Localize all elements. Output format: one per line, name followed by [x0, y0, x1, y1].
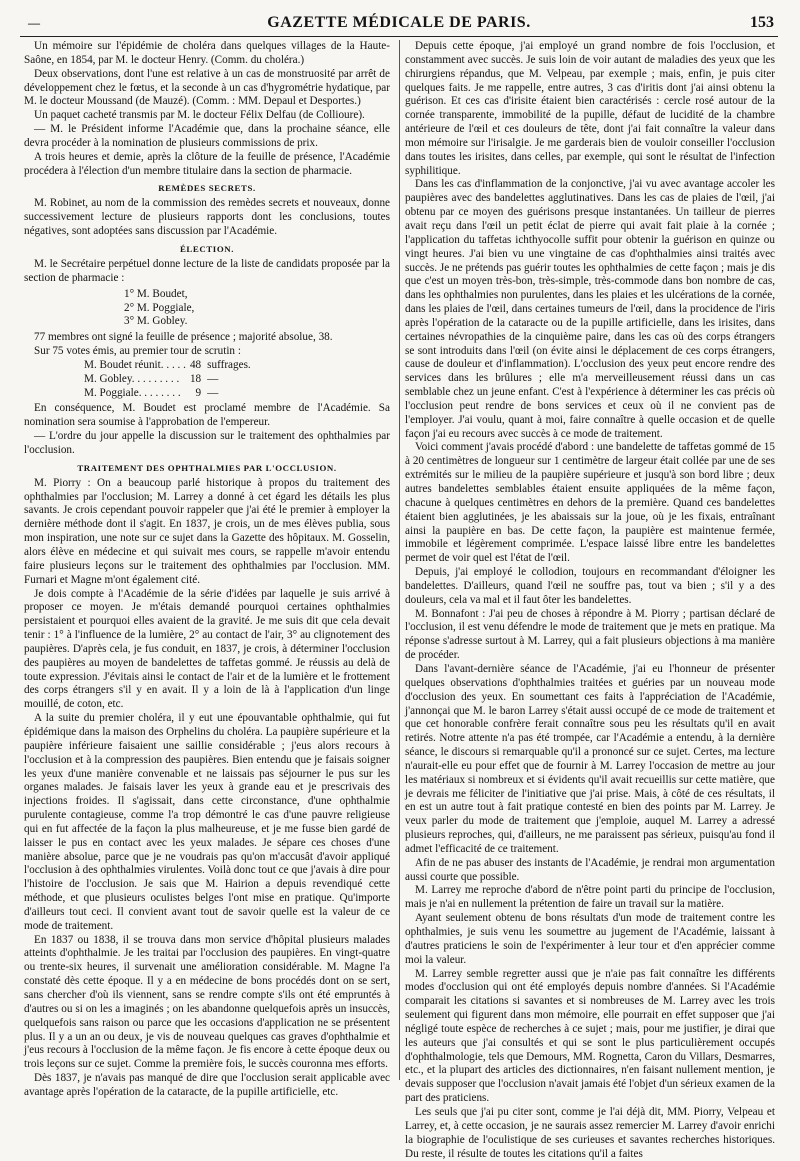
paragraph: M. Larrey me reproche d'abord de n'être point parti du principe de l'occlusion, mais je n'ai en nullement la prétention de faire un travail sur la matière. [405, 884, 775, 911]
paragraph: Dès 1837, je n'avais pas manqué de dire que l'occlusion serait applicable avec avantage après l'opération de la cataracte, de la pupille artificielle, etc. [24, 1072, 390, 1098]
paragraph: Depuis cette époque, j'ai employé un grand nombre de fois l'occlusion, et constamment avec succès. Je suis loin de voir autant de maladies des yeux que les chirurgiens répandus, que M. Velpeau, par exemple ; mais, enfin, je puis citer quelques faits. Je me rappelle, entre autres, 3 cas d'iritis dont j'ai ainsi obtenu la guérison. Et ces cas d'irisite étaient bien caractérisés : cercle rosé autour de la cornée transparente, immobilité de la pupille, défaut de lucidité de la chambre antérieure de l'œil et ces douleurs de tête, dont j'ai fait connaître la valeur dans mon mémoire sur l'irisalgie. Je me garderais bien de vouloir conseiller l'occlusion dans toutes les irisites, dans celles, par exemple, qui sont le résultat de l'infection syphilitique. [405, 40, 775, 177]
paragraph: Ayant seulement obtenu de bons résultats d'un mode de traitement contre les ophthalmies, je suis venu les soumettre au jugement de l'Académie, laissant à d'autres praticiens le soin de l'expérimenter à leur tour et d'en apprécier comme moi la valeur. [405, 912, 775, 966]
right-column [405, 40, 776, 1160]
paragraph: M. Larrey semble regretter aussi que je n'aie pas fait connaître les différents modes d'occlusion qui ont été employés depuis nombre d'années. Si l'Académie comparait les citations si savantes et si nombreuses de M. Larrey avec les trois seulement qui figurent dans mon mémoire, elle pourrait en effet supposer que j'ai négligé toute espèce de recherches à ce sujet ; mais, pour me justifier, je dirai que les auteurs que j'ai consultés et qui se sont le plus particulièrement occupés d'ophthalmologie, tels que Demours, MM. Rognetta, Caron du Villars, Desmarres, etc., et la plupart des articles des dictionnaires, n'en faisant nullement mention, je devais supposer que l'occlusion n'avait jamais été l'objet d'un sérieux examen de la part des praticiens. [405, 967, 775, 1105]
paragraph: — L'ordre du jour appelle la discussion sur le traitement des ophthalmies par l'occlusion. [24, 430, 390, 456]
paragraph: Je dois compte à l'Académie de la série d'idées par laquelle je suis arrivé à proposer ce moyen. Je m'étais demandé pourquoi certaines ophthalmies persistaient et pourquoi elles avaient de la gravité. Je me suis dit que cela devait tenir : 1° à l'influence de la lumière, 2° au contact de l'air, 3° au clignotement des paupières. D'après cela, je fus conduit, en 1837, je crois, à déterminer l'occlusion des paupières au moyen de bandelettes de taffetas gommé. Je réussis au delà de toute expression. J'évitais ainsi le contact de l'air et de la lumière et le frottement des corps étrangers s'il y en avait. Il y a loin de là à l'application d'un linge mouillé, de coton, etc. [24, 587, 390, 711]
vote-count: 48 [189, 358, 202, 371]
paragraph: Dans les cas d'inflammation de la conjonctive, j'ai vu avec avantage accoler les paupières avec des bandelettes agglutinatives. Dans les cas de plaies de l'œil, j'ai obtenu par ce moyen des guérisons presque instantanées. Un tailleur de pierres avait reçu dans l'œil un petit éclat de pierre qui avait fait plaie à la cornée ; l'application du taffetas ichthyocolle suffit pour obtenir la guérison en quinze ou vingt heures. J'ai bien vu une vingtaine de cas d'ophthalmies ainsi traités avec succès. Je ne prétends pas guérir toutes les ophthalmies de cette façon ; mais je dis que c'est un moyen très-bon, très-simple, très-commode dans bon nombre de cas, dans les ophthalmies non purulentes, dans les plaies et les ulcérations de la cornée, dans les plaies de l'œil, dans certaines tumeurs de l'œil, dans la procidence de l'iris après l'opération de la cataracte ou de la pupille artificielle, dans les irisites, dans certaines névropathies de la cinquième paire, dans les cas où des corps étrangers se sont introduits dans l'œil (on évite ainsi le déplacement de ces corps étrangers, cause de douleur et d'inflammation). L'occlusion des yeux peut encore rendre des services dans les brûlures ; elle m'a merveilleusement réussi dans un cas semblable chez un jeune enfant. C'est à l'expérience à déterminer les cas précis où l'occlusion peut rendre de bons services et ceux où il ne convient pas de l'employer. J'ai voulu, quant à moi, faire connaître à quelle occasion et de quelle façon j'ai eu recours avec succès à ce mode de traitement. [405, 178, 776, 440]
paragraph: M. Robinet, au nom de la commission des remèdes secrets et nouveaux, donne successivement lecture de plusieurs rapports dont les conclusions, toutes négatives, sont adoptées sans discussion par l'Académie. [24, 197, 390, 238]
vote-candidate: M. Boudet réunit. . . . . [84, 358, 186, 371]
paragraph: M. Bonnafont : J'ai peu de choses à répondre à M. Piorry ; partisan déclaré de l'occlusion, il est venu défendre le mode de traitement que je mets en pratique. Ma réponse s'adresse surtout à M. Larrey, qui a fait plusieurs objections à ma manière de procéder. [405, 607, 775, 662]
vote-candidate: M. Poggiale. . . . . . . . [84, 386, 181, 399]
vote-unit: suffrages. [207, 358, 251, 371]
vote-count: 9 [195, 386, 202, 399]
list-item: 3° M. Gobley. [124, 315, 188, 328]
paragraph: Sur 75 votes émis, au premier tour de scrutin : [34, 345, 241, 358]
paragraph: Voici comment j'avais procédé d'abord : une bandelette de taffetas gommé de 15 à 20 centimètres de longueur sur 1 centimètre de largeur était collée par une de ses extrémités sur le milieu de la paupière supérieure et jusqu'à son bord libre ; deux autres bandelettes semblables étaient ensuite appliquées de la même façon, chacune à quelques centimètres en dehors de la première. Quand ces bandelettes étaient bien agglutinées, je les abaissais sur la joue, où je les fixais, entraînant ainsi la paupière en bas. De cette façon, la paupière est maintenue fermée, immobile et légèrement comprimée. L'espace laissé libre entre les bandelettes permet de voir quel est l'état de l'œil. [405, 441, 775, 565]
paragraph: A trois heures et demie, après la clôture de la feuille de présence, l'Académie procédera à l'élection d'un membre titulaire dans la section de pharmacie. [24, 150, 390, 177]
header-left-mark: — [28, 16, 40, 30]
paragraph: M. le Secrétaire perpétuel donne lecture de la liste de candidats proposée par la section de pharmacie : [24, 257, 390, 284]
journal-title: GAZETTE MÉDICALE DE PARIS. [267, 14, 531, 31]
paragraph: Dans l'avant-dernière séance de l'Académie, j'ai eu l'honneur de présenter quelques observations d'ophthalmies traitées et guéries par un nouveau mode d'occlusion des yeux. En soumettant ces faits à l'appréciation de l'Académie, j'annonçai que M. le baron Larrey s'était aussi occupé de ce mode de traitement et que cet honorable confrère ferait connaître sous peu les résultats qu'il en avait retirés. Notre attente n'a pas été trompée, car l'Académie a entendu, à la dernière séance, le discours si remarquable qu'il a prononcé sur ce sujet. Certes, ma lecture n'aurait-elle eu pour effet que de fournir à M. Larrey l'occasion de mettre au jour les matériaux si nombreux et si évidents qu'il avait recueillis sur cette matière, que je devrais me féliciter de l'initiative que j'ai prise. Mais, à côté de ces résultats, il en est un autre tout à fait pratique contesté en bien des points par M. Larrey. Je veux parler du mode de traitement que j'emploie, auquel M. Larrey a adressé plusieurs reproches, qui, d'ailleurs, ne me paraissent pas sérieux, puisqu'au fond il admet l'efficacité de ce traitement. [405, 662, 775, 855]
list-item: 2° M. Poggiale, [124, 301, 195, 314]
vote-results-table [84, 359, 255, 401]
page-number: 153 [750, 14, 774, 31]
paragraph: Depuis, j'ai employé le collodion, toujours en recommandant d'éloigner les bandelettes. D'ailleurs, quand l'œil ne souffre pas, tout va bien ; s'il y a des douleurs, cela va mal et il faut ôter les bandelettes. [405, 566, 775, 606]
paragraph: Deux observations, dont l'une est relative à un cas de monstruosité par arrêt de développement chez le fœtus, et la seconde à un cas d'hygrométrie hydatique, par M. le docteur Moussand (de Mauzé). (Comm. : MM. Depaul et Desportes.) [24, 67, 390, 108]
paragraph: Un mémoire sur l'épidémie de choléra dans quelques villages de la Haute-Saône, en 1854, par M. le docteur Henry. (Comm. du choléra.) [24, 40, 390, 66]
paragraph: En conséquence, M. Boudet est proclamé membre de l'Académie. Sa nomination sera soumise à l'approbation de l'empereur. [24, 402, 390, 429]
candidate-list [24, 288, 390, 330]
table-row [84, 359, 255, 373]
paragraph: Un paquet cacheté transmis par M. le docteur Félix Delfau (de Collioure). [34, 109, 365, 122]
vote-count: 18 [189, 372, 202, 385]
paragraph: En 1837 ou 1838, il se trouva dans mon service d'hôpital plusieurs malades atteints d'ophthalmie. Je les traitai par l'occlusion des paupières. En vingt-quatre ou trente-six heures, il survenait une amélioration considérable. M. Magne l'a constaté dès cette époque. Il y a en médecine de bons procédés dont on se sert, sans chercher d'où ils viennent, sans se rendre compte s'ils ont été empruntés à d'autres ou si on les a imaginés ; on les abandonne quelquefois après un insuccès, quelquefois sans raison ou parce que les occasions d'application ne se présentent plus. Il y a un an ou deux, je vis de nouveau quelques cas graves d'ophthalmie et j'eus recours à l'occlusion de la même façon. Je fis encore à cette époque deux ou trois leçons sur ce sujet. Comme la première fois, le succès couronna mes efforts. [24, 933, 390, 1071]
paragraph: M. Piorry : On a beaucoup parlé historique à propos du traitement des ophthalmies par l'occlusion; M. Larrey a donné à cet égard les détails les plus savants. Je crois cependant pouvoir rappeler que j'ai été le premier à employer la dernière méthode dont il s'agit. En 1837, je crois, un de mes élèves publia, sous mon inspiration, une note sur ce sujet dans la Gazette des hôpitaux. M. Gosselin, alors élève en médecine et qui suivait mes cours, se rappelle m'avoir entendu faire plusieurs leçons sur le traitement des ophthalmies par l'occlusion. MM. Furnari et Magne m'ont également cité. [24, 476, 390, 586]
section-heading-traitement: TRAITEMENT DES OPHTHALMIES PAR L'OCCLUSION. [77, 462, 337, 473]
vote-unit: — [207, 386, 219, 399]
table-row [84, 387, 255, 401]
left-column [24, 40, 390, 1098]
vote-unit: — [207, 372, 219, 385]
page-header [20, 14, 778, 37]
paragraph: — M. le Président informe l'Académie que, dans la prochaine séance, elle devra procéder à la nomination de plusieurs commissions de prix. [24, 123, 390, 149]
paragraph: Les seuls que j'ai pu citer sont, comme je l'ai déjà dit, MM. Piorry, Velpeau et Larrey, et, à cette occasion, je ne saurais assez remercier M. Larrey d'avoir enrichi la biographie de l'oculistique de ses curieuses et savantes recherches historiques. Du reste, il résulte de toutes les citations qu'il a faites [405, 1105, 775, 1160]
table-row [84, 373, 255, 387]
list-item: 1° M. Boudet, [124, 287, 188, 300]
paragraph: Afin de ne pas abuser des instants de l'Académie, je rendrai mon argumentation aussi courte que possible. [405, 856, 775, 883]
paragraph: A la suite du premier choléra, il y eut une épouvantable ophthalmie, qui fut épidémique dans la maison des Orphelins du choléra. La paupière supérieure et la paupière inférieure faisaient une saillie considérable ; j'eus alors recours à l'occlusion et à la compression des paupières. Bien entendu que je faisais soigner les yeux d'une manière convenable et ne laissais pas séjourner le pus sur les organes malades. Je faisais laver les yeux à grande eau et je prescrivais des injections froides. Il s'agissait, dans cette circonstance, d'une ophthalmie purulente contagieuse, comme l'a trop démontré le cas d'une pauvre religieuse qui en fut affectée de la façon la plus malheureuse, et je me fusse bien gardé de laisser le pus en contact avec les yeux malades. Je sépare ces choses d'une manière absolue, parce que je ne voudrais pas qu'on m'accusât d'avoir appliqué l'occlusion à des ophthalmies virulentes. Voilà donc tout ce que j'avais à dire pour l'histoire de l'occlusion. Je sais que M. Hairion a depuis revendiqué cette méthode, et que plusieurs oculistes belges l'ont mise en pratique. Qu'importe d'ailleurs tout ceci. Il convient avant tout de savoir quelle est la valeur de ce mode de traitement. [24, 712, 390, 932]
column-divider [399, 40, 400, 1080]
section-heading-remedes-secrets: REMÈDES SECRETS. [158, 183, 256, 194]
section-heading-election: ÉLECTION. [179, 243, 235, 254]
vote-candidate: M. Gobley. . . . . . . . . [84, 372, 180, 385]
paragraph: 77 membres ont signé la feuille de présence ; majorité absolue, 38. [34, 331, 333, 344]
